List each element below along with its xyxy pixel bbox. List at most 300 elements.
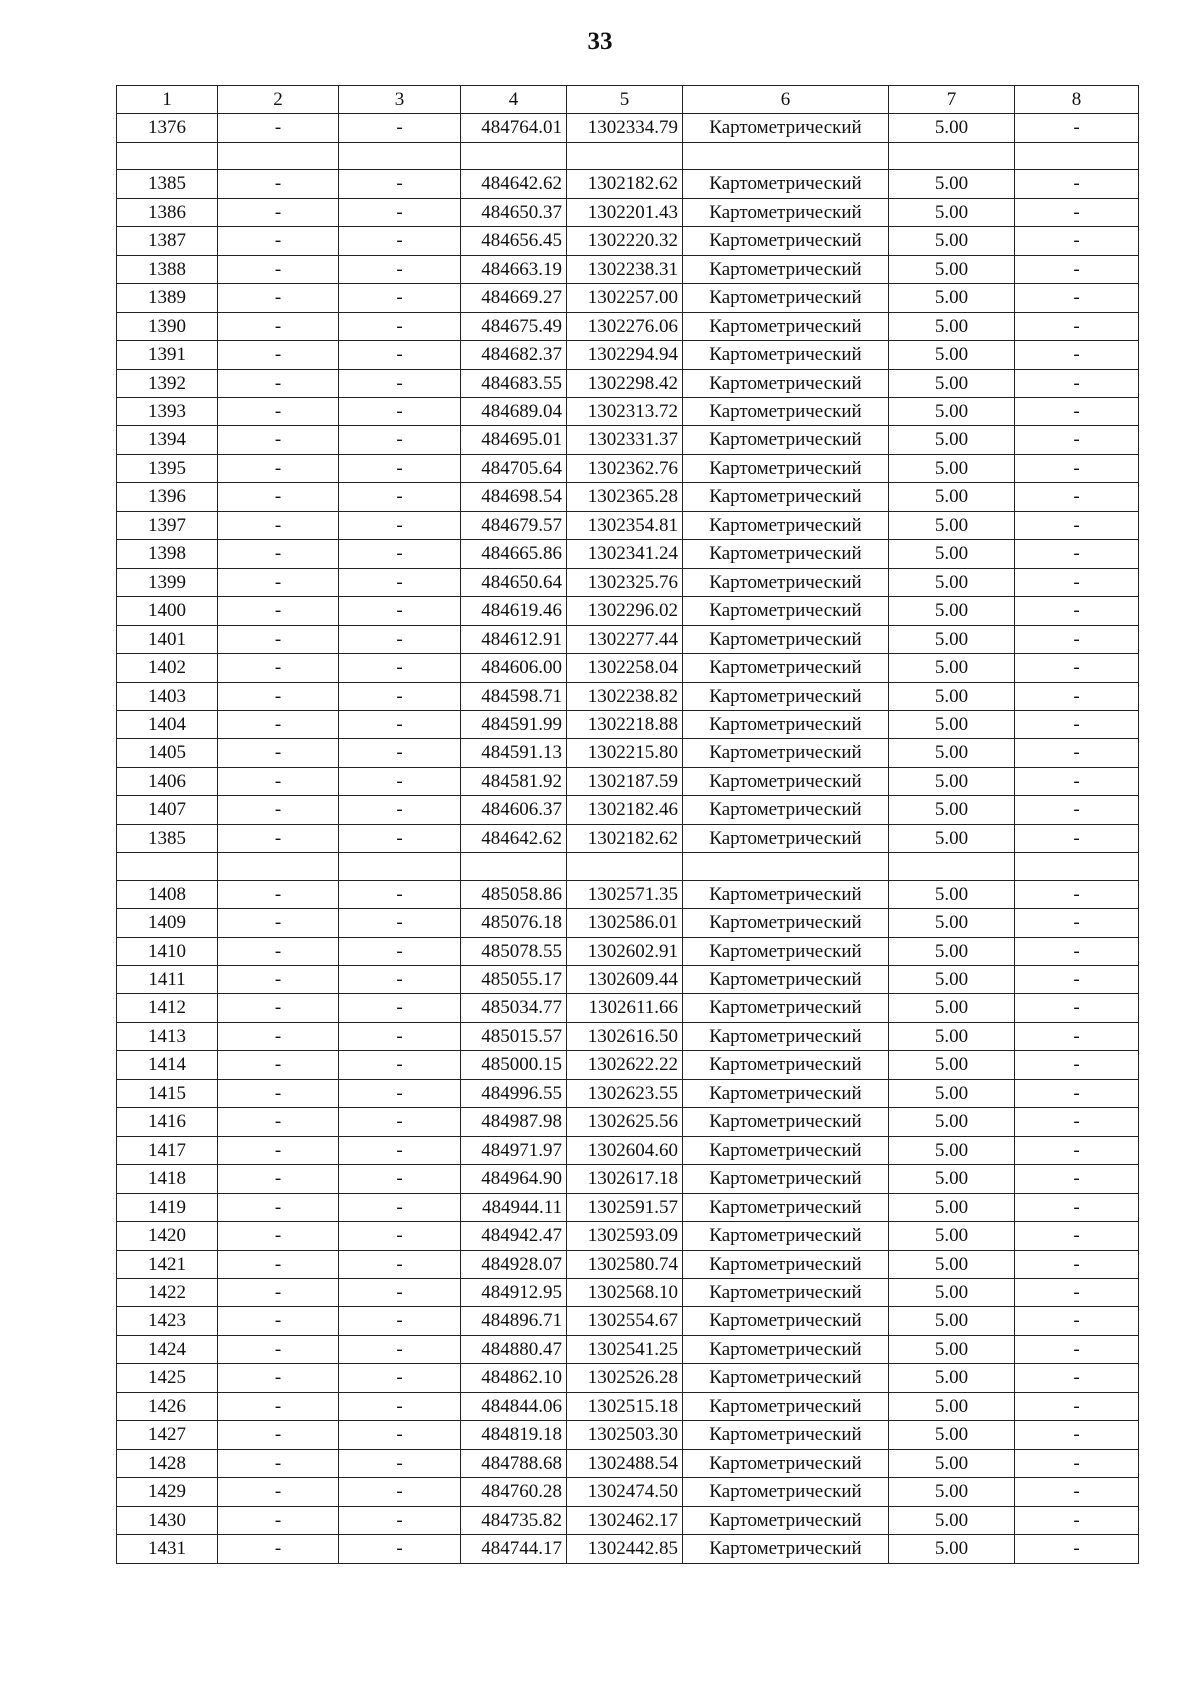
- table-row: [117, 1506, 1139, 1534]
- table-cell-col4: 484880.47: [461, 1335, 567, 1363]
- table-cell-col2: -: [218, 1136, 339, 1164]
- table-cell-col6: Картометрический: [683, 1108, 889, 1136]
- table-row: [117, 1335, 1139, 1363]
- table-cell-col2: -: [218, 1506, 339, 1534]
- table-cell-col2: [218, 142, 339, 169]
- table-cell-col8: -: [1015, 597, 1139, 625]
- table-cell-col7: 5.00: [889, 1335, 1015, 1363]
- table-cell-col7: 5.00: [889, 1506, 1015, 1534]
- table-row: [117, 114, 1139, 142]
- table-cell-col3: -: [339, 994, 461, 1022]
- table-cell-col2: -: [218, 937, 339, 965]
- table-cell-col1: 1414: [117, 1051, 218, 1079]
- table-cell-col8: -: [1015, 937, 1139, 965]
- table-cell-col4: 484656.45: [461, 227, 567, 255]
- table-cell-col6: Картометрический: [683, 540, 889, 568]
- table-cell-col5: 1302591.57: [567, 1193, 683, 1221]
- table-cell-col4: 484819.18: [461, 1421, 567, 1449]
- table-cell-col7: 5.00: [889, 1279, 1015, 1307]
- table-cell-col3: -: [339, 341, 461, 369]
- table-cell-col8: -: [1015, 1165, 1139, 1193]
- table-cell-col5: 1302586.01: [567, 909, 683, 937]
- table-cell-col2: -: [218, 710, 339, 738]
- table-cell-col5: 1302294.94: [567, 341, 683, 369]
- table-cell-col6: Картометрический: [683, 426, 889, 454]
- table-cell-col5: 1302580.74: [567, 1250, 683, 1278]
- table-cell-col4: 485055.17: [461, 966, 567, 994]
- table-cell-col7: [889, 853, 1015, 880]
- table-row: [117, 824, 1139, 852]
- table-cell-col3: -: [339, 1193, 461, 1221]
- table-cell-col7: 5.00: [889, 710, 1015, 738]
- table-cell-col5: 1302257.00: [567, 284, 683, 312]
- table-cell-col5: 1302554.67: [567, 1307, 683, 1335]
- table-row: [117, 1279, 1139, 1307]
- table-cell-col4: 484591.99: [461, 710, 567, 738]
- table-cell-col5: 1302201.43: [567, 198, 683, 226]
- table-cell-col6: Картометрический: [683, 1193, 889, 1221]
- table-cell-col2: -: [218, 341, 339, 369]
- table-cell-col3: -: [339, 483, 461, 511]
- table-cell-col1: 1409: [117, 909, 218, 937]
- table-cell-col8: -: [1015, 1364, 1139, 1392]
- table-cell-col5: 1302276.06: [567, 312, 683, 340]
- table-cell-col3: -: [339, 682, 461, 710]
- table-cell-col2: -: [218, 1392, 339, 1420]
- table-row: [117, 284, 1139, 312]
- table-cell-col7: 5.00: [889, 426, 1015, 454]
- table-cell-col5: 1302462.17: [567, 1506, 683, 1534]
- table-cell-col8: -: [1015, 284, 1139, 312]
- table-cell-col5: 1302474.50: [567, 1478, 683, 1506]
- table-row: [117, 1136, 1139, 1164]
- table-cell-col3: -: [339, 1165, 461, 1193]
- table-row: [117, 1079, 1139, 1107]
- table-cell-col6: Картометрический: [683, 1364, 889, 1392]
- table-row: [117, 994, 1139, 1022]
- table-cell-col5: 1302442.85: [567, 1535, 683, 1563]
- table-cell-col7: 5.00: [889, 540, 1015, 568]
- table-cell-col3: -: [339, 170, 461, 198]
- table-cell-col7: 5.00: [889, 1079, 1015, 1107]
- table-cell-col4: 484682.37: [461, 341, 567, 369]
- table-cell-col8: [1015, 853, 1139, 880]
- table-cell-col3: -: [339, 227, 461, 255]
- table-cell-col8: -: [1015, 994, 1139, 1022]
- table-cell-col8: -: [1015, 1108, 1139, 1136]
- table-cell-col3: -: [339, 1478, 461, 1506]
- table-cell-col7: 5.00: [889, 1421, 1015, 1449]
- table-cell-col5: 1302325.76: [567, 568, 683, 596]
- table-row: [117, 1364, 1139, 1392]
- table-cell-col7: 5.00: [889, 597, 1015, 625]
- table-cell-col8: -: [1015, 966, 1139, 994]
- table-cell-col1: 1394: [117, 426, 218, 454]
- table-row: [117, 1022, 1139, 1050]
- table-cell-col7: 5.00: [889, 796, 1015, 824]
- column-header-6: 6: [683, 86, 889, 114]
- table-cell-col4: 484581.92: [461, 767, 567, 795]
- table-cell-col7: 5.00: [889, 1392, 1015, 1420]
- table-cell-col7: 5.00: [889, 312, 1015, 340]
- table-cell-col5: 1302362.76: [567, 454, 683, 482]
- table-cell-col1: 1415: [117, 1079, 218, 1107]
- table-row: [117, 1108, 1139, 1136]
- table-cell-col4: 484928.07: [461, 1250, 567, 1278]
- table-cell-col4: 484612.91: [461, 625, 567, 653]
- table-cell-col6: Картометрический: [683, 966, 889, 994]
- table-cell-col6: Картометрический: [683, 1335, 889, 1363]
- table-cell-col3: -: [339, 1136, 461, 1164]
- table-cell-col7: 5.00: [889, 1222, 1015, 1250]
- table-cell-col6: Картометрический: [683, 1222, 889, 1250]
- table-cell-col7: 5.00: [889, 1449, 1015, 1477]
- table-cell-col5: [567, 142, 683, 169]
- table-cell-col3: -: [339, 625, 461, 653]
- table-cell-col7: 5.00: [889, 1535, 1015, 1563]
- table-cell-col1: 1420: [117, 1222, 218, 1250]
- table-cell-col7: 5.00: [889, 397, 1015, 425]
- table-cell-col2: -: [218, 312, 339, 340]
- table-cell-col1: 1376: [117, 114, 218, 142]
- table-cell-col5: 1302609.44: [567, 966, 683, 994]
- table-cell-col8: -: [1015, 1222, 1139, 1250]
- table-cell-col8: -: [1015, 739, 1139, 767]
- table-cell-col1: 1401: [117, 625, 218, 653]
- table-cell-col4: 484689.04: [461, 397, 567, 425]
- table-cell-col7: 5.00: [889, 454, 1015, 482]
- table-cell-col8: -: [1015, 255, 1139, 283]
- table-cell-col2: -: [218, 426, 339, 454]
- table-cell-col3: -: [339, 1307, 461, 1335]
- table-row: [117, 540, 1139, 568]
- column-header-3: 3: [339, 86, 461, 114]
- table-cell-col4: 484695.01: [461, 426, 567, 454]
- table-cell-col1: 1427: [117, 1421, 218, 1449]
- table-body: [117, 114, 1139, 1563]
- table-cell-col7: 5.00: [889, 568, 1015, 596]
- table-cell-col4: 484760.28: [461, 1478, 567, 1506]
- table-row: [117, 625, 1139, 653]
- table-cell-col7: 5.00: [889, 1250, 1015, 1278]
- table-cell-col7: 5.00: [889, 1193, 1015, 1221]
- table-row: [117, 880, 1139, 908]
- table-cell-col8: -: [1015, 198, 1139, 226]
- table-cell-col7: 5.00: [889, 1478, 1015, 1506]
- table-cell-col2: -: [218, 1535, 339, 1563]
- table-cell-col5: 1302568.10: [567, 1279, 683, 1307]
- table-cell-col5: 1302220.32: [567, 227, 683, 255]
- table-cell-col7: 5.00: [889, 880, 1015, 908]
- table-cell-col4: 484698.54: [461, 483, 567, 511]
- table-cell-col3: -: [339, 880, 461, 908]
- table-cell-col5: 1302277.44: [567, 625, 683, 653]
- table-cell-col1: 1418: [117, 1165, 218, 1193]
- table-cell-col2: -: [218, 1108, 339, 1136]
- table-cell-col6: Картометрический: [683, 909, 889, 937]
- table-cell-col6: Картометрический: [683, 739, 889, 767]
- table-row: [117, 142, 1139, 169]
- table-cell-col8: -: [1015, 654, 1139, 682]
- table-cell-col3: -: [339, 796, 461, 824]
- table-cell-col3: -: [339, 1449, 461, 1477]
- table-cell-col1: 1429: [117, 1478, 218, 1506]
- table-row: [117, 454, 1139, 482]
- table-row: [117, 937, 1139, 965]
- table-cell-col3: -: [339, 1335, 461, 1363]
- table-cell-col8: -: [1015, 170, 1139, 198]
- table-cell-col3: -: [339, 1079, 461, 1107]
- table-row: [117, 682, 1139, 710]
- table-row: [117, 1535, 1139, 1563]
- table-cell-col8: -: [1015, 511, 1139, 539]
- table-cell-col6: Картометрический: [683, 1250, 889, 1278]
- table-cell-col4: 484987.98: [461, 1108, 567, 1136]
- table-cell-col6: Картометрический: [683, 369, 889, 397]
- table-cell-col1: 1408: [117, 880, 218, 908]
- table-cell-col8: [1015, 142, 1139, 169]
- table-cell-col8: -: [1015, 1335, 1139, 1363]
- table-cell-col8: -: [1015, 483, 1139, 511]
- table-row: [117, 1478, 1139, 1506]
- table-cell-col5: 1302622.22: [567, 1051, 683, 1079]
- table-cell-col3: -: [339, 1222, 461, 1250]
- table-cell-col2: [218, 853, 339, 880]
- table-cell-col3: -: [339, 710, 461, 738]
- table-cell-col1: 1391: [117, 341, 218, 369]
- table-cell-col2: -: [218, 1250, 339, 1278]
- table-cell-col5: 1302611.66: [567, 994, 683, 1022]
- table-cell-col8: -: [1015, 710, 1139, 738]
- column-header-7: 7: [889, 86, 1015, 114]
- table-row: [117, 654, 1139, 682]
- table-cell-col3: -: [339, 114, 461, 142]
- table-cell-col8: -: [1015, 426, 1139, 454]
- table-cell-col3: [339, 142, 461, 169]
- table-cell-col4: 484705.64: [461, 454, 567, 482]
- table-row: [117, 597, 1139, 625]
- table-cell-col5: 1302541.25: [567, 1335, 683, 1363]
- table-cell-col4: 484912.95: [461, 1279, 567, 1307]
- table-cell-col4: 484996.55: [461, 1079, 567, 1107]
- table-cell-col3: -: [339, 1051, 461, 1079]
- table-cell-col3: -: [339, 654, 461, 682]
- table-cell-col4: 484650.64: [461, 568, 567, 596]
- table-cell-col1: 1396: [117, 483, 218, 511]
- table-cell-col6: Картометрический: [683, 227, 889, 255]
- table-cell-col5: 1302218.88: [567, 710, 683, 738]
- table-cell-col5: 1302515.18: [567, 1392, 683, 1420]
- table-row: [117, 1165, 1139, 1193]
- table-cell-col3: -: [339, 966, 461, 994]
- table-cell-col2: -: [218, 682, 339, 710]
- table-cell-col2: -: [218, 227, 339, 255]
- table-cell-col7: 5.00: [889, 1165, 1015, 1193]
- table-cell-col6: Картометрический: [683, 170, 889, 198]
- table-cell-col6: Картометрический: [683, 767, 889, 795]
- table-cell-col3: -: [339, 767, 461, 795]
- table-cell-col6: Картометрический: [683, 625, 889, 653]
- table-cell-col8: -: [1015, 1478, 1139, 1506]
- table-row: [117, 255, 1139, 283]
- table-cell-col7: 5.00: [889, 767, 1015, 795]
- table-cell-col8: -: [1015, 1250, 1139, 1278]
- table-cell-col2: -: [218, 1193, 339, 1221]
- column-header-8: 8: [1015, 86, 1139, 114]
- table-cell-col2: -: [218, 1421, 339, 1449]
- table-cell-col6: Картометрический: [683, 114, 889, 142]
- table-cell-col1: 1428: [117, 1449, 218, 1477]
- table-cell-col1: 1390: [117, 312, 218, 340]
- table-cell-col1: 1399: [117, 568, 218, 596]
- table-row: [117, 227, 1139, 255]
- table-cell-col2: -: [218, 880, 339, 908]
- table-cell-col6: Картометрический: [683, 937, 889, 965]
- table-cell-col1: 1395: [117, 454, 218, 482]
- table-cell-col1: 1400: [117, 597, 218, 625]
- table-cell-col4: 484744.17: [461, 1535, 567, 1563]
- table-cell-col2: -: [218, 966, 339, 994]
- table-cell-col3: [339, 853, 461, 880]
- table-cell-col2: -: [218, 1335, 339, 1363]
- table-cell-col3: -: [339, 1250, 461, 1278]
- table-cell-col6: Картометрический: [683, 1051, 889, 1079]
- table-cell-col2: -: [218, 654, 339, 682]
- table-cell-col7: 5.00: [889, 824, 1015, 852]
- table-cell-col3: -: [339, 909, 461, 937]
- table-cell-col6: Картометрический: [683, 1392, 889, 1420]
- table-cell-col2: -: [218, 1307, 339, 1335]
- table-row: [117, 511, 1139, 539]
- table-cell-col4: 484942.47: [461, 1222, 567, 1250]
- table-cell-col7: 5.00: [889, 284, 1015, 312]
- table-cell-col8: -: [1015, 1307, 1139, 1335]
- table-cell-col5: 1302296.02: [567, 597, 683, 625]
- table-cell-col1: 1425: [117, 1364, 218, 1392]
- table-cell-col2: -: [218, 198, 339, 226]
- table-cell-col1: 1411: [117, 966, 218, 994]
- table-cell-col6: Картометрический: [683, 397, 889, 425]
- table-cell-col5: 1302313.72: [567, 397, 683, 425]
- table-cell-col6: Картометрический: [683, 511, 889, 539]
- table-cell-col7: 5.00: [889, 511, 1015, 539]
- table-cell-col8: -: [1015, 341, 1139, 369]
- table-cell-col3: -: [339, 1279, 461, 1307]
- column-header-1: 1: [117, 86, 218, 114]
- table-cell-col4: 484896.71: [461, 1307, 567, 1335]
- table-cell-col7: 5.00: [889, 369, 1015, 397]
- table-cell-col4: 484591.13: [461, 739, 567, 767]
- table-cell-col5: 1302593.09: [567, 1222, 683, 1250]
- table-cell-col7: 5.00: [889, 1108, 1015, 1136]
- table-cell-col5: 1302238.82: [567, 682, 683, 710]
- table-cell-col2: -: [218, 796, 339, 824]
- table-cell-col6: Картометрический: [683, 341, 889, 369]
- table-cell-col4: 484971.97: [461, 1136, 567, 1164]
- table-cell-col1: 1397: [117, 511, 218, 539]
- table-cell-col2: -: [218, 994, 339, 1022]
- table-cell-col5: 1302602.91: [567, 937, 683, 965]
- table-cell-col8: -: [1015, 1022, 1139, 1050]
- table-cell-col2: -: [218, 284, 339, 312]
- table-cell-col3: -: [339, 824, 461, 852]
- table-cell-col1: 1422: [117, 1279, 218, 1307]
- table-cell-col2: -: [218, 1279, 339, 1307]
- table-cell-col6: Картометрический: [683, 1506, 889, 1534]
- table-cell-col1: 1421: [117, 1250, 218, 1278]
- table-cell-col1: 1406: [117, 767, 218, 795]
- table-cell-col4: 484764.01: [461, 114, 567, 142]
- table-cell-col6: Картометрический: [683, 654, 889, 682]
- table-cell-col2: -: [218, 255, 339, 283]
- table-cell-col7: 5.00: [889, 198, 1015, 226]
- table-row: [117, 1307, 1139, 1335]
- table-cell-col6: Картометрический: [683, 255, 889, 283]
- table-cell-col8: -: [1015, 227, 1139, 255]
- table-cell-col1: 1431: [117, 1535, 218, 1563]
- column-header-5: 5: [567, 86, 683, 114]
- table-cell-col6: Картометрический: [683, 880, 889, 908]
- table-cell-col2: -: [218, 625, 339, 653]
- table-cell-col2: -: [218, 511, 339, 539]
- table-cell-col1: 1410: [117, 937, 218, 965]
- table-cell-col1: 1393: [117, 397, 218, 425]
- table-cell-col2: -: [218, 824, 339, 852]
- table-cell-col4: 485015.57: [461, 1022, 567, 1050]
- table-row: [117, 369, 1139, 397]
- column-header-2: 2: [218, 86, 339, 114]
- table-cell-col6: [683, 142, 889, 169]
- table-cell-col1: 1386: [117, 198, 218, 226]
- table-cell-col6: Картометрический: [683, 1307, 889, 1335]
- table-cell-col3: -: [339, 511, 461, 539]
- table-cell-col3: -: [339, 1506, 461, 1534]
- table-cell-col5: 1302298.42: [567, 369, 683, 397]
- table-cell-col1: [117, 142, 218, 169]
- table-cell-col6: Картометрический: [683, 1136, 889, 1164]
- table-cell-col7: 5.00: [889, 994, 1015, 1022]
- table-cell-col7: 5.00: [889, 1364, 1015, 1392]
- table-cell-col3: -: [339, 369, 461, 397]
- table-cell-col7: 5.00: [889, 739, 1015, 767]
- table-cell-col3: -: [339, 198, 461, 226]
- table-cell-col5: 1302238.31: [567, 255, 683, 283]
- table-cell-col2: -: [218, 1364, 339, 1392]
- table-cell-col8: -: [1015, 1506, 1139, 1534]
- table-cell-col2: -: [218, 597, 339, 625]
- table-cell-col4: 484844.06: [461, 1392, 567, 1420]
- table-cell-col5: 1302215.80: [567, 739, 683, 767]
- table-cell-col5: 1302625.56: [567, 1108, 683, 1136]
- table-cell-col6: Картометрический: [683, 568, 889, 596]
- table-cell-col2: -: [218, 1478, 339, 1506]
- table-cell-col5: 1302623.55: [567, 1079, 683, 1107]
- table-cell-col5: 1302365.28: [567, 483, 683, 511]
- table-cell-col6: Картометрический: [683, 824, 889, 852]
- table-row: [117, 1193, 1139, 1221]
- table-cell-col2: -: [218, 483, 339, 511]
- table-cell-col3: -: [339, 1421, 461, 1449]
- table-row: [117, 1250, 1139, 1278]
- table-cell-col3: -: [339, 1108, 461, 1136]
- table-cell-col6: Картометрический: [683, 1478, 889, 1506]
- table-cell-col1: 1430: [117, 1506, 218, 1534]
- table-cell-col4: 485078.55: [461, 937, 567, 965]
- table-cell-col5: 1302617.18: [567, 1165, 683, 1193]
- table-cell-col7: 5.00: [889, 682, 1015, 710]
- table-cell-col2: -: [218, 1449, 339, 1477]
- table-cell-col1: 1424: [117, 1335, 218, 1363]
